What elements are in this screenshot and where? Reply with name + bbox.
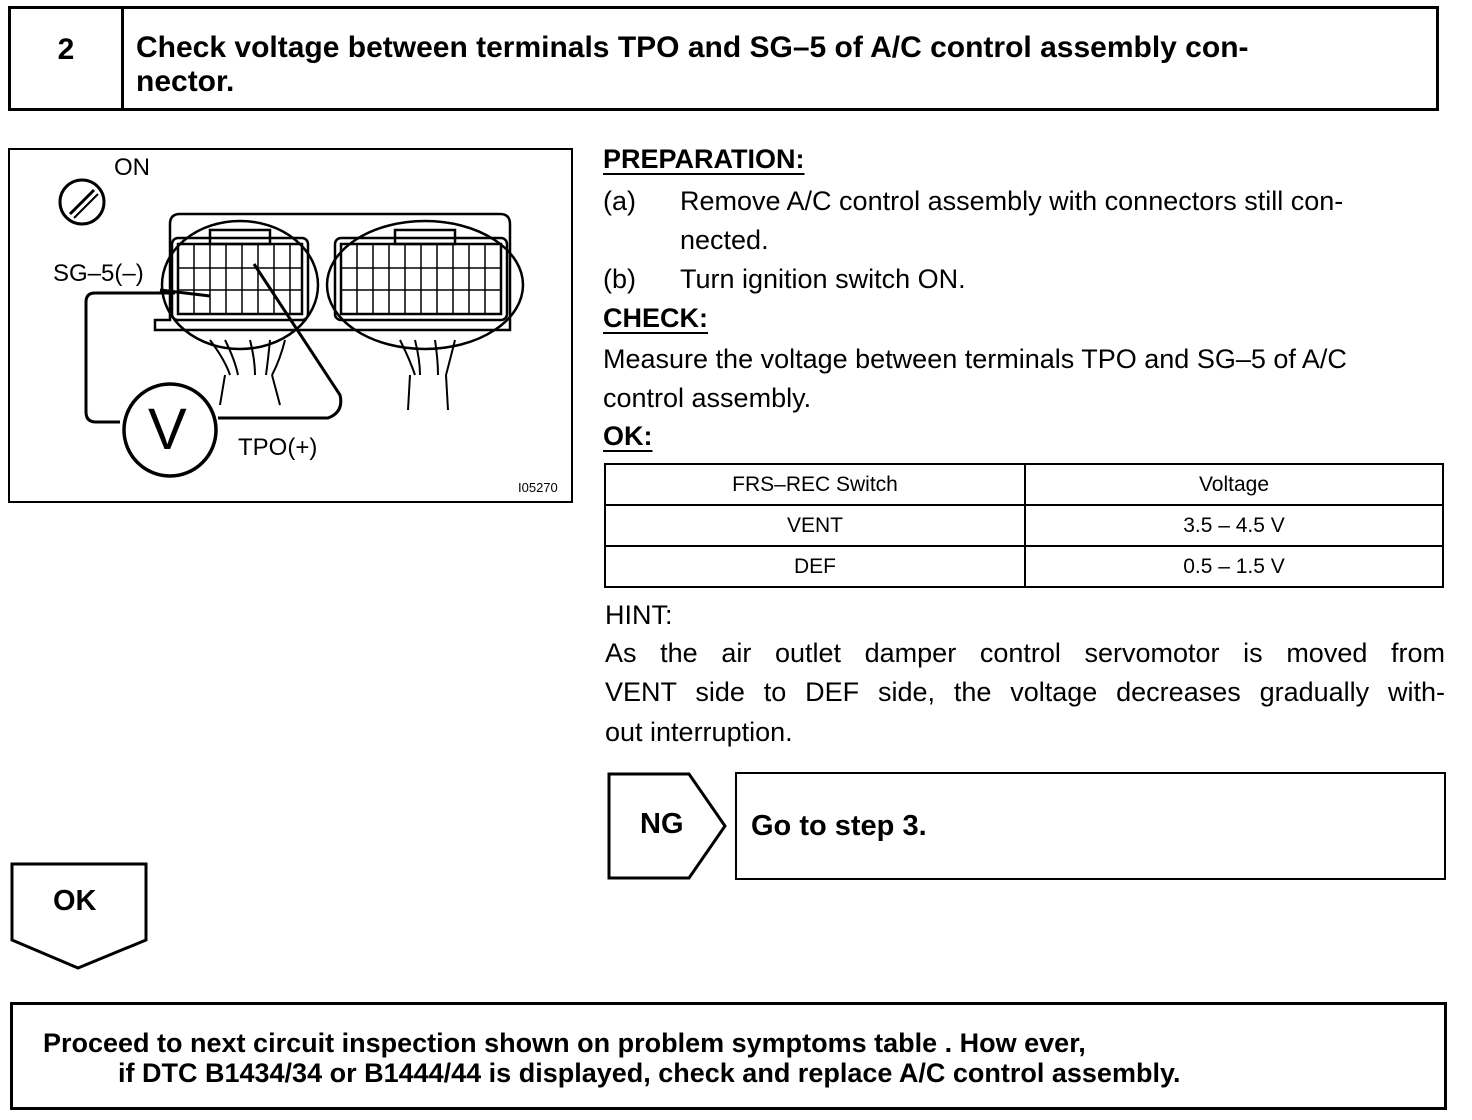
label-sg5: SG–5(–)	[53, 260, 144, 287]
voltage-spec-table	[604, 463, 1444, 588]
step-number: 2	[11, 9, 124, 108]
next-step-line2: if DTC B1434/34 or B1444/44 is displayed, check and replace A/C control assembly.	[118, 1058, 1181, 1088]
prep-b-marker: (b)	[603, 264, 636, 294]
check-line2: control assembly.	[603, 383, 812, 413]
hint-line3: out interruption.	[605, 717, 793, 747]
next-step-box	[10, 1002, 1447, 1110]
label-on: ON	[114, 154, 150, 181]
voltmeter-label: V	[148, 397, 187, 462]
table-header-row	[605, 464, 1443, 505]
connector-plate	[155, 214, 510, 330]
connector-figure	[8, 148, 573, 503]
preparation-heading: PREPARATION:	[603, 144, 805, 174]
wire-harness	[210, 340, 455, 410]
ignition-switch-icon	[60, 180, 104, 224]
table-header-cell: FRS–REC Switch	[605, 464, 1025, 505]
table-row	[605, 546, 1443, 587]
table-row	[605, 505, 1443, 546]
prep-a-line2: nected.	[680, 225, 769, 255]
right-connector-pins	[341, 244, 501, 314]
ok-heading: OK:	[603, 421, 653, 451]
check-heading: CHECK:	[603, 303, 708, 333]
step-title-line2: nector.	[136, 65, 235, 98]
hint-line2: VENT side to DEF side, the voltage decreases gradually with-	[605, 677, 1445, 707]
table-cell: DEF	[605, 546, 1025, 587]
ng-action-box	[735, 772, 1446, 880]
figure-id: I05270	[518, 480, 558, 495]
check-line1: Measure the voltage between terminals TPO and SG–5 of A/C	[603, 344, 1347, 374]
hint-heading: HINT:	[605, 600, 673, 630]
prep-a-line1: Remove A/C control assembly with connectors still con-	[680, 186, 1344, 216]
next-step-line1: Proceed to next circuit inspection shown on problem symptoms table . How ever,	[43, 1028, 1086, 1058]
table-cell: VENT	[605, 505, 1025, 546]
prep-a-marker: (a)	[603, 186, 636, 216]
step-header-box	[8, 6, 1439, 111]
table-header-cell: Voltage	[1025, 464, 1443, 505]
ok-label: OK	[53, 885, 97, 917]
ng-action-text: Go to step 3.	[751, 810, 927, 842]
ng-label: NG	[640, 808, 684, 840]
step-title-line1: Check voltage between terminals TPO and SG–5 of A/C control assembly con-	[136, 31, 1249, 64]
table-cell: 0.5 – 1.5 V	[1025, 546, 1443, 587]
table-cell: 3.5 – 4.5 V	[1025, 505, 1443, 546]
left-connector-pins	[178, 244, 302, 314]
hint-line1: As the air outlet damper control servomotor is moved from	[605, 638, 1445, 668]
label-tpo: TPO(+)	[238, 434, 318, 461]
prep-b-line1: Turn ignition switch ON.	[680, 264, 966, 294]
step-title	[136, 31, 1416, 99]
